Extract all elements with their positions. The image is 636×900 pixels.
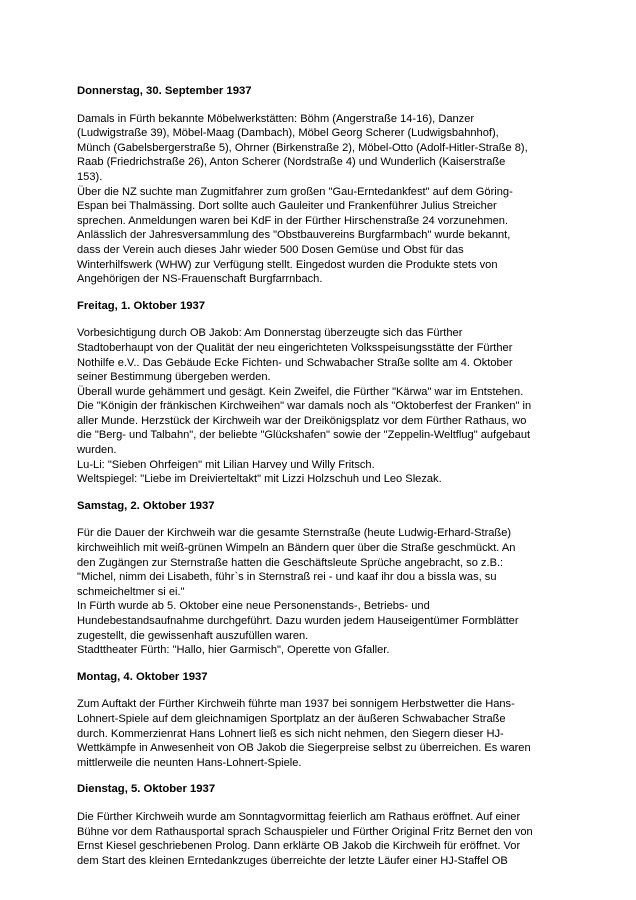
- document-page: [77, 84, 567, 880]
- text-line: Lohnert-Spiele auf dem gleichnamigen Sportplatz an der äußeren Schwabacher Straße: [77, 712, 506, 725]
- text-line: dass der Verein auch dieses Jahr wieder 500 Dosen Gemüse und Obst für das: [77, 243, 464, 256]
- text-line: Winterhilfswerk (WHW) zur Verfügung stellt. Eingedost wurden die Produkte stets von: [77, 258, 498, 271]
- entry-text: [77, 112, 567, 287]
- text-line: Bühne vor dem Rathausportal sprach Schauspieler und Fürther Original Fritz Bernet den von: [77, 825, 533, 838]
- entry-date-heading: Montag, 4. Oktober 1937: [77, 670, 208, 683]
- text-line: kirchweihlich mit weiß-grünen Wimpeln an Bändern quer über die Straße geschmückt. An: [77, 542, 516, 555]
- text-line: seiner Bestimmung übergeben werden.: [77, 371, 271, 384]
- text-line: Die "Königin der fränkischen Kirchweihen" war damals noch als "Oktoberfest der Franken" in: [77, 400, 532, 413]
- diary-entry-2: [77, 299, 567, 487]
- entry-date-heading: Freitag, 1. Oktober 1937: [77, 299, 206, 312]
- text-line: Raab (Friedrichstraße 26), Anton Scherer (Nordstraße 4) und Wunderlich (Kaiserstraße: [77, 156, 506, 169]
- text-line: dem Start des kleinen Erntedankzuges überreichte der letzte Läufer einer HJ-Staffel OB: [77, 854, 508, 867]
- text-line: Stadtoberhaupt von der Qualität der neu eingerichteten Volksspeisungsstätte der Fürther: [77, 341, 513, 354]
- text-line: Zum Auftakt der Fürther Kirchweih führte man 1937 bei sonnigem Herbstwetter die Hans-: [77, 698, 515, 711]
- diary-entry-1: [77, 84, 567, 287]
- text-line: Über die NZ suchte man Zugmitfahrer zum großen "Gau-Erntedankfest" auf dem Göring-: [77, 185, 513, 198]
- text-line: durch. Kommerzienrat Hans Lohnert ließ es sich nicht nehmen, den Siegern dieser HJ-: [77, 727, 504, 740]
- text-line: Münch (Gabelsbergerstraße 5), Ohrner (Birkenstraße 2), Möbel-Otto (Adolf-Hitler-Straße 8),: [77, 141, 528, 154]
- text-line: Die Fürther Kirchweih wurde am Sonntagvormittag feierlich am Rathaus eröffnet. Auf einer: [77, 810, 521, 823]
- entry-text: [77, 526, 567, 657]
- diary-entry-3: [77, 499, 567, 658]
- entry-text: [77, 697, 567, 770]
- text-line: Vorbesichtigung durch OB Jakob: Am Donnerstag überzeugte sich das Fürther: [77, 327, 463, 340]
- text-line: "Michel, nimm dei Lisabeth, führ`s in Sternstraß rei - und kaaf ihr dou a bissla was, su: [77, 571, 497, 584]
- text-line: Überall wurde gehämmert und gesägt. Kein Zweifel, die Fürther "Kärwa" war im Entstehen.: [77, 385, 524, 398]
- text-line: wurden.: [77, 444, 117, 457]
- text-line: Anlässlich der Jahresversammlung des "Obstbauvereins Burgfarmbach" wurde bekannt,: [77, 229, 511, 242]
- text-line: sprechen. Anmeldungen waren bei KdF in der Fürther Hirschenstraße 24 vorzunehmen.: [77, 214, 509, 227]
- text-line: Damals in Fürth bekannte Möbelwerkstätten: Böhm (Angerstraße 14-16), Danzer: [77, 112, 475, 125]
- text-line: zugestellt, die gewissenhaft auszufüllen waren.: [77, 629, 309, 642]
- entry-text: [77, 810, 567, 868]
- text-line: schmeicheltmer si ei.": [77, 585, 185, 598]
- text-line: Nothilfe e.V.. Das Gebäude Ecke Fichten- und Schwabacher Straße sollte am 4. Oktober: [77, 356, 513, 369]
- text-line: die "Berg- und Talbahn", der beliebte "Glückshafen" sowie der "Zeppelin-Weltflug" aufgebaut: [77, 429, 531, 442]
- text-line: Für die Dauer der Kirchweih war die gesamte Sternstraße (heute Ludwig-Erhard-Straße): [77, 527, 512, 540]
- text-line: 153).: [77, 170, 103, 183]
- diary-entry-4: [77, 670, 567, 771]
- entry-date-heading: Samstag, 2. Oktober 1937: [77, 499, 215, 512]
- text-line: Wettkämpfe in Anwesenheit von OB Jakob die Siegerpreise selbst zu überreichen. Es waren: [77, 742, 531, 755]
- text-line: mittlerweile die neunten Hans-Lohnert-Spiele.: [77, 756, 302, 769]
- text-line: In Fürth wurde ab 5. Oktober eine neue Personenstands-, Betriebs- und: [77, 600, 430, 613]
- text-line: Weltspiegel: "Liebe im Dreivierteltakt" mit Lizzi Holzschuh und Leo Slezak.: [77, 473, 442, 486]
- text-line: Ernst Kiesel geschriebenen Prolog. Dann erklärte OB Jakob die Kirchweih für eröffnet. Vor: [77, 840, 521, 853]
- text-line: Lu-Li: "Sieben Ohrfeigen" mit Lilian Harvey und Willy Fritsch.: [77, 458, 375, 471]
- text-line: aller Munde. Herzstück der Kirchweih war der Dreikönigsplatz vor dem Fürther Rathaus, wo: [77, 414, 527, 427]
- text-line: Angehörigen der NS-Frauenschaft Burgfarrnbach.: [77, 273, 323, 286]
- text-line: Stadttheater Fürth: "Hallo, hier Garmisch", Operette von Gfaller.: [77, 644, 390, 657]
- diary-entry-5: [77, 782, 567, 868]
- text-line: Hundebestandsaufnahme durchgeführt. Dazu wurden jedem Hauseigentümer Formblätter: [77, 615, 519, 627]
- entry-date-heading: Donnerstag, 30. September 1937: [77, 85, 252, 97]
- entry-date-heading: Dienstag, 5. Oktober 1937: [77, 783, 216, 796]
- text-line: Espan bei Thalmässing. Dort sollte auch Gauleiter und Frankenführer Julius Streicher: [77, 200, 497, 213]
- text-line: (Ludwigstraße 39), Möbel-Maag (Dambach), Möbel Georg Scherer (Ludwigsbahnhof),: [77, 127, 499, 140]
- text-line: den Zugängen zur Sternstraße hatten die Geschäftsleute Sprüche angebracht, so z.B.:: [77, 556, 504, 569]
- entry-text: [77, 326, 567, 487]
